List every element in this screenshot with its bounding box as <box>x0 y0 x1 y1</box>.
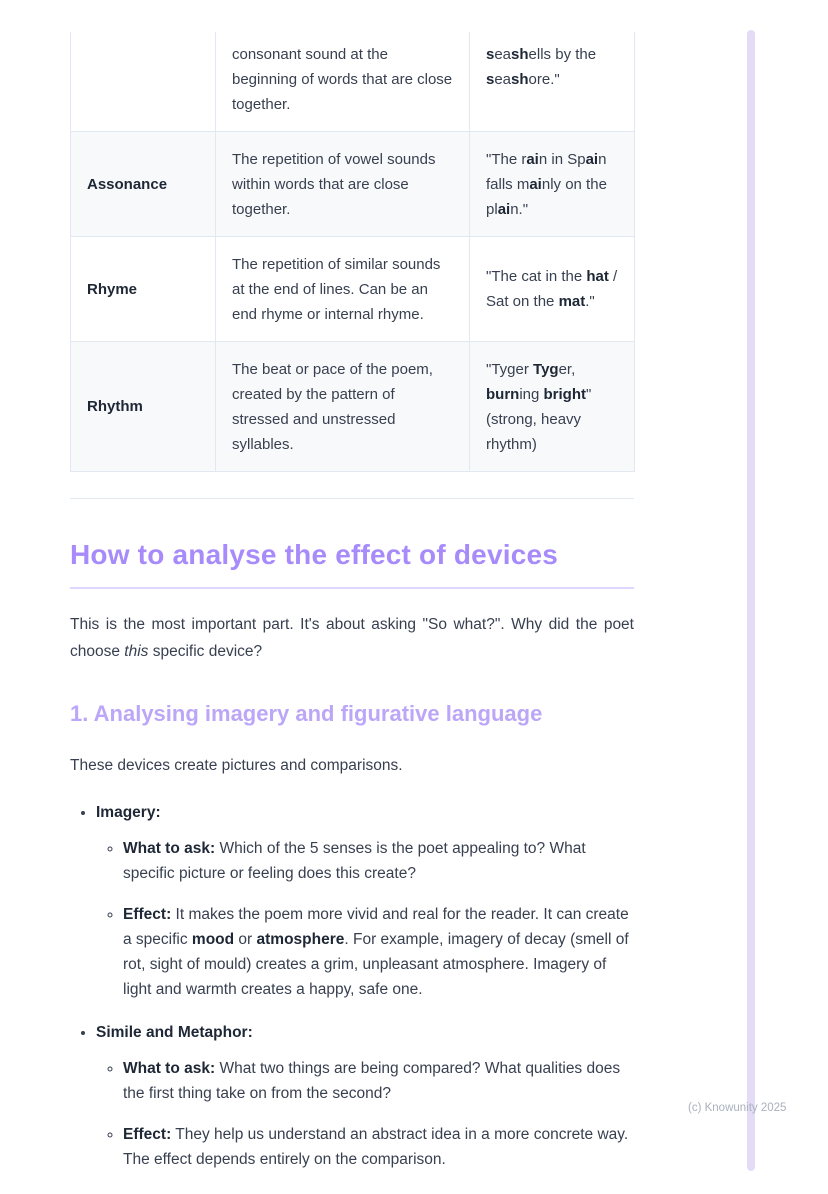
subsection-heading: 1. Analysing imagery and figurative language <box>70 701 543 726</box>
list-item: ◦ What to ask: What two things are being compared? What qualities does the first thing take on from the second? <box>123 1056 634 1106</box>
table-row <box>71 237 635 342</box>
content-column <box>70 32 634 1194</box>
page-edge-strip <box>747 30 755 1171</box>
table-cell-example: "Tyger Tyger, burning bright" (strong, heavy rhythm) <box>470 342 635 472</box>
sound-devices-table <box>70 32 635 472</box>
table-cell-term: Rhythm <box>71 342 216 472</box>
table-cell-example: "The cat in the hat / Sat on the mat." <box>470 237 635 342</box>
bullet-label: Imagery: <box>96 804 161 821</box>
table-cell-example: seashells by the seashore." <box>470 32 635 132</box>
table-row <box>71 342 635 472</box>
table-cell-term: Assonance <box>71 132 216 237</box>
table-cell-term: Rhyme <box>71 237 216 342</box>
bullet-label: Simile and Metaphor: <box>96 1024 253 1041</box>
intro-paragraph: This is the most important part. It's about asking "So what?". Why did the poet choose this specific device? <box>70 616 634 660</box>
table-cell-definition: The beat or pace of the poem, created by the pattern of stressed and unstressed syllables. <box>216 342 470 472</box>
list-item: ◦ What to ask: Which of the 5 senses is the poet appealing to? What specific picture or feeling does this create? <box>123 836 634 886</box>
list-item-simile-metaphor <box>96 1024 634 1172</box>
watermark: (c) Knowunity 2025 <box>688 1102 787 1114</box>
table-cell-example: "The rain in Spain falls mainly on the plain." <box>470 132 635 237</box>
table-cell-term <box>71 32 216 132</box>
simile-metaphor-sublist <box>96 1056 634 1172</box>
table-cell-definition: The repetition of vowel sounds within words that are close together. <box>216 132 470 237</box>
table-row <box>71 132 635 237</box>
list-item: ◦ Effect: They help us understand an abstract idea in a more concrete way. The effect depends entirely on the comparison. <box>123 1122 634 1172</box>
list-item-imagery <box>96 804 634 1002</box>
list-item: ◦ Effect: It makes the poem more vivid and real for the reader. It can create a specific mood or atmosphere. For example, imagery of decay (smell of rot, sight of mould) creates a grim, unpleasant atmosphere. Imagery of light and warmth creates a happy, safe one. <box>123 902 634 1002</box>
table-cell-definition: The repetition of similar sounds at the end of lines. Can be an end rhyme or internal rhyme. <box>216 237 470 342</box>
lead-paragraph: These devices create pictures and comparisons. <box>70 757 403 774</box>
section-heading: How to analyse the effect of devices <box>70 537 634 589</box>
section-divider <box>70 498 634 499</box>
table-row <box>71 32 635 132</box>
imagery-sublist <box>96 836 634 1002</box>
table-cell-definition: consonant sound at the beginning of words that are close together. <box>216 32 470 132</box>
devices-list <box>70 804 634 1172</box>
